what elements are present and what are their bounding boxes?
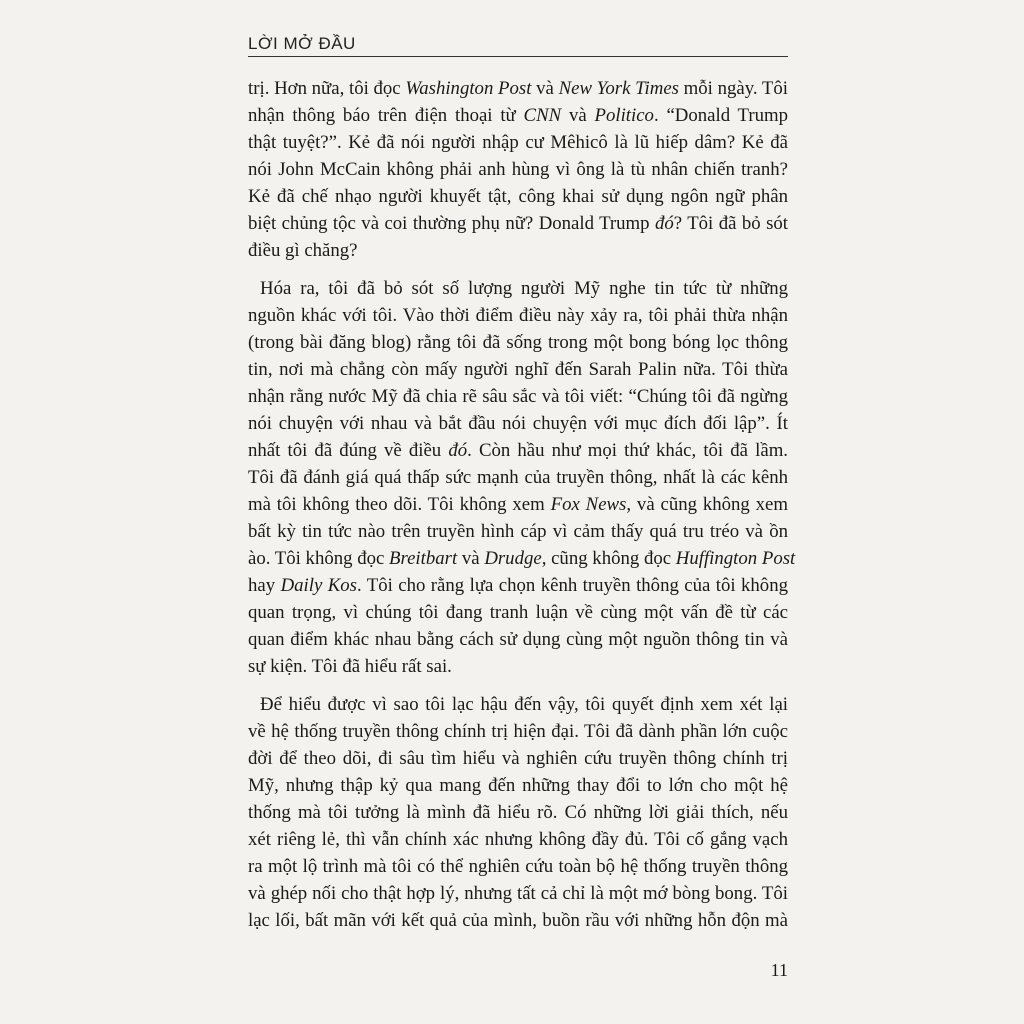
- text-line: Tôi đã đánh giá quá thấp sức mạnh của truyền thông, nhất là các kênh: [248, 467, 788, 488]
- text-line: nhất tôi đã đúng về điều đó. Còn hầu như mọi thứ khác, tôi đã lầm.: [248, 440, 789, 461]
- text-line: Để hiểu được vì sao tôi lạc hậu đến vậy, tôi quyết định xem xét lại: [260, 694, 788, 715]
- text-line: quan trọng, vì chúng tôi đang tranh luận về cùng một vấn đề từ các: [248, 602, 788, 623]
- text-line: nhận rằng nước Mỹ đã chia rẽ sâu sắc và tôi viết: “Chúng tôi đã ngừng: [248, 386, 788, 407]
- text-line: nói chuyện với nhau và bắt đầu nói chuyện với mục đích đối lập”. Ít: [248, 413, 788, 434]
- header-rule: [248, 56, 788, 57]
- text-line: Mỹ, nhưng thập kỷ qua mang đến những thay đổi to lớn cho một hệ: [248, 775, 788, 796]
- text-line: Hóa ra, tôi đã bỏ sót số lượng người Mỹ nghe tin tức từ những: [260, 278, 788, 299]
- text-line: nguồn khác với tôi. Vào thời điểm điều này xảy ra, tôi phải thừa nhận: [248, 305, 788, 326]
- text-line: quan điểm khác nhau bằng cách sử dụng cùng một nguồn thông tin và: [248, 629, 788, 650]
- text-line: tin, nơi mà chẳng còn mấy người nghĩ đến Sarah Palin nữa. Tôi thừa: [248, 359, 788, 380]
- text-line: mà tôi không theo dõi. Tôi không xem Fox News, và cũng không xem: [248, 494, 789, 515]
- text-line: (trong bài đăng blog) rằng tôi đã sống trong một bong bóng lọc thông: [248, 332, 788, 353]
- text-line: đời để theo dõi, đi sâu tìm hiểu và nghiên cứu truyền thông chính trị: [248, 748, 788, 769]
- body-text: [248, 75, 796, 934]
- text-line: sự kiện. Tôi đã hiểu rất sai.: [248, 656, 452, 677]
- text-line: bất kỳ tin tức nào trên truyền hình cáp vì cảm thấy quá tru tréo và ồn: [248, 521, 788, 542]
- text-line: thật tuyệt?”. Kẻ đã nói người nhập cư Mêhicô là lũ hiếp dâm? Kẻ đã: [248, 132, 788, 153]
- text-line: điều gì chăng?: [248, 240, 358, 261]
- text-line: biệt chủng tộc và coi thường phụ nữ? Donald Trump đó? Tôi đã bỏ sót: [248, 213, 788, 234]
- text-line: nói John McCain không phải anh hùng vì ông là tù nhân chiến tranh?: [248, 159, 788, 180]
- text-line: xét riêng lẻ, thì vẫn chính xác nhưng không đầy đủ. Tôi cố gắng vạch: [248, 829, 788, 850]
- page-number: 11: [770, 960, 788, 980]
- text-line: ra một lộ trình mà tôi có thể nghiên cứu toàn bộ hệ thống truyền thông: [248, 856, 788, 877]
- text-line: lạc lối, bất mãn với kết quả của mình, buồn rầu với những hỗn độn mà: [248, 910, 788, 931]
- text-line: trị. Hơn nữa, tôi đọc Washington Post và New York Times mỗi ngày. Tôi: [248, 78, 789, 99]
- running-head: LỜI MỞ ĐẦU: [248, 34, 356, 53]
- text-line: Kẻ đã chế nhạo người khuyết tật, công khai sử dụng ngôn ngữ phân: [248, 186, 788, 207]
- text-line: và ghép nối cho thật hợp lý, nhưng tất cả chỉ là một mớ bòng bong. Tôi: [248, 883, 788, 904]
- text-line: thống mà tôi tưởng là mình đã hiểu rõ. Có những lời giải thích, nếu: [248, 802, 788, 823]
- text-line: hay Daily Kos. Tôi cho rằng lựa chọn kênh truyền thông của tôi không: [248, 575, 788, 596]
- text-line: về hệ thống truyền thông chính trị hiện đại. Tôi đã dành phần lớn cuộc: [248, 721, 788, 742]
- text-line: nhận thông báo trên điện thoại từ CNN và Politico. “Donald Trump: [248, 105, 789, 126]
- text-line: ào. Tôi không đọc Breitbart và Drudge, cũng không đọc Huffington Post: [248, 548, 796, 569]
